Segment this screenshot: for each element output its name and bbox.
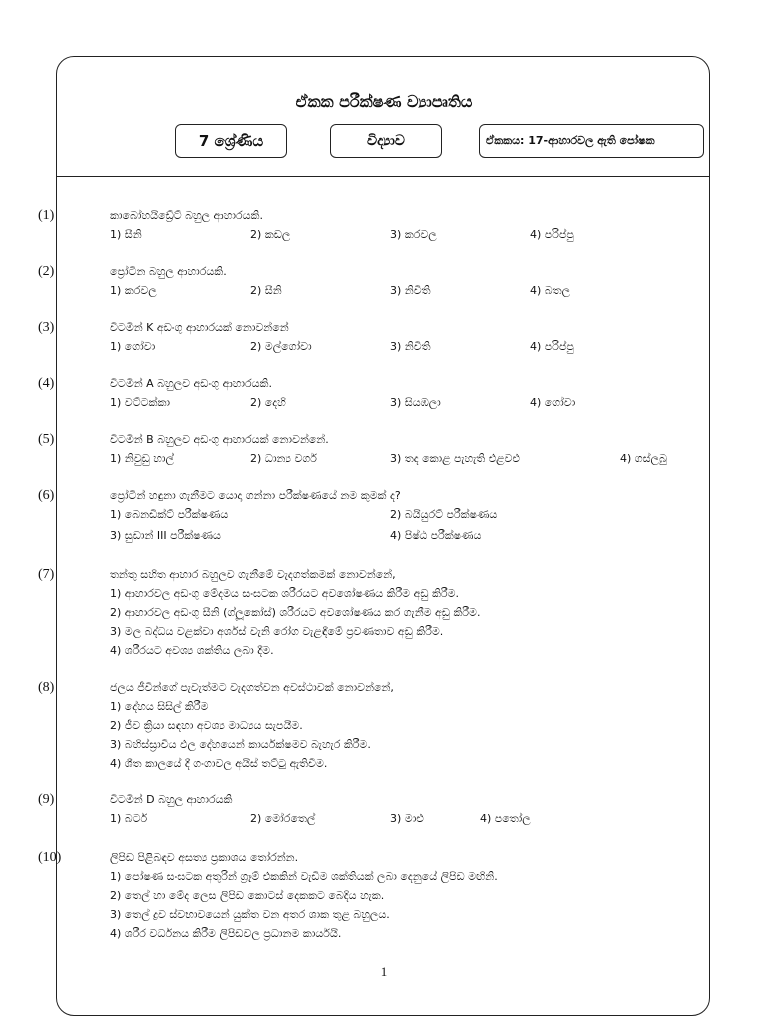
option-list: [110, 396, 710, 412]
option-2: 2) ධාන්‍ය වර්ග: [250, 452, 317, 465]
question-stem: ලිපිඩ පිළිබඳව අසත්‍ය ප්‍රකාශය තෝරන්න.: [110, 851, 299, 864]
option-1: 1) දේහය සිසිල් කිරීම: [110, 700, 209, 713]
question-number: (7): [38, 567, 55, 582]
unit-box: ඒකකය: 17-ආහාරවල ඇති පෝෂක: [479, 124, 704, 158]
question-number: (4): [38, 376, 55, 391]
question-stem: විටමින් A බහුලව අඩංගු ආහාරයකි.: [110, 377, 272, 390]
option-2: 2) සීනි: [250, 284, 282, 297]
option-3: 3) මල බද්ධය වළක්වා අර්ශස් වැනි රෝග වැළඳීමේ ප්‍රවණතාව අඩු කිරීම.: [110, 625, 444, 638]
option-list: [110, 700, 710, 776]
question-stem: විටමින් D බහුල ආහාරයකි: [110, 793, 233, 806]
question-number: (10): [38, 850, 62, 865]
option-4: 4) ශීත කාලයේ දී ගංගාවල අයිස් තට්ටු ඇතිවීම.: [110, 757, 328, 770]
option-list: [110, 228, 710, 244]
option-1: 1) බෙනඩික්ට් පරීක්ෂණය: [110, 508, 229, 521]
question-stem: විටමින් K අඩංගු ආහාරයක් නොවන්නේ: [110, 321, 289, 334]
option-3: 3) නිවිති: [390, 284, 431, 297]
option-list: [110, 284, 710, 300]
option-list: [110, 870, 710, 946]
option-2: 2) කඩල: [250, 228, 291, 241]
option-1: 1) සීනි: [110, 228, 142, 241]
option-1: 1) වට්ටක්කා: [110, 396, 170, 409]
option-4: 4) ශරීරයට අවශ්‍ය ශක්තිය ලබා දීම.: [110, 644, 274, 657]
option-4: 4) පිෂ්ඨ පරීක්ෂණය: [390, 529, 482, 542]
question-number: (9): [38, 792, 55, 807]
option-4: 4) ගෝවා: [530, 396, 576, 409]
option-1: 1) ගෝවා: [110, 340, 156, 353]
option-4: 4) පතෝල: [480, 812, 531, 825]
page-title: ඒකක පරීක්ෂණ ව්‍යාපෘතිය: [295, 92, 473, 111]
question-number: (3): [38, 320, 55, 335]
option-2: 2) ජීව ක්‍රියා සඳහා අවශ්‍ය මාධ්‍යය සැපයීම.: [110, 719, 303, 732]
question-stem: ජලය ජීවීන්ගේ පැවැත්මට වැදගත්වන අවස්ථාවක් නොවන්නේ,: [110, 681, 394, 694]
option-3: 3) සුඩාන් III පරීක්ෂණය: [110, 529, 221, 542]
option-list: [110, 529, 710, 545]
question-number: (6): [38, 488, 55, 503]
option-3: 3) සියඹලා: [390, 396, 441, 409]
question-stem: කාබෝහයිඩ්‍රේට් බහුල ආහාරයකි.: [110, 209, 263, 222]
option-list: [110, 508, 710, 524]
option-2: 2) බයියුරට් පරීක්ෂණය: [390, 508, 498, 521]
option-3: 3) බහිස්ස්‍රාවීය ඵල දේහයෙන් කාර්යක්ෂමව බැහැර කිරීම.: [110, 738, 371, 751]
question-number: (2): [38, 264, 55, 279]
option-1: 1) පෝෂණ සංඝටක අතුරින් ග්‍රෑම් එකකින් වැඩිම ශක්තියක් ලබා දෙනුයේ ලිපිඩ මඟිනි.: [110, 870, 498, 883]
option-2: 2) ආහාරවල අඩංගු සීනි (ග්ලූකෝස්) ශරීරයට අවශෝෂණය කර ගැනීම අඩු කිරීම.: [110, 606, 481, 619]
option-2: 2) මල්ගෝවා: [250, 340, 312, 353]
subject-box: විද්‍යාව: [330, 124, 442, 158]
option-3: 3) කරවල: [390, 228, 437, 241]
option-2: 2) දෙහි: [250, 396, 286, 409]
option-list: [110, 812, 710, 828]
option-list: [110, 340, 710, 356]
option-3: 3) නිවිති: [390, 340, 431, 353]
option-1: 1) කරවල: [110, 284, 157, 297]
option-2: 2) මෝරතෙල්: [250, 812, 316, 825]
option-1: 1) ආහාරවල අඩංගු මේදමය සංඝටක ශරීරයට අවශෝෂණය කිරීම අඩු කිරීම.: [110, 587, 459, 600]
header-divider: [56, 176, 710, 177]
option-3: 3) තෙල් ද්‍රව ස්වභාවයෙන් යුක්ත වන අතර ශාක තුළ බහුලය.: [110, 908, 390, 921]
option-4: 4) පරිප්පු: [530, 340, 574, 353]
question-number: (5): [38, 432, 55, 447]
question-stem: තන්තු සහිත ආහාර බහුලව ගැනීමේ වැදගත්කමක් නොවන්නේ,: [110, 568, 396, 581]
question-stem: ප්‍රෝටීන බහුල ආහාරයකි.: [110, 265, 227, 278]
grade-box: 7 ශ්‍රේණිය: [175, 124, 287, 158]
option-4: 4) පරිප්පු: [530, 228, 574, 241]
option-list: [110, 587, 710, 663]
question-stem: විටමින් B බහුලව අඩංගු ආහාරයක් නොවන්නේ.: [110, 433, 329, 446]
option-3: 3) මාළු: [390, 812, 424, 825]
option-4: 4) ගස්ලබු: [620, 452, 667, 465]
question-number: (1): [38, 208, 55, 223]
option-4: 4) ශරීර වර්ධනය කිරීම ලිපිඩවල ප්‍රධානම කාර්යයි.: [110, 927, 342, 940]
option-1: 1) බටර්: [110, 812, 148, 825]
option-list: [110, 452, 710, 468]
question-stem: ප්‍රෝටීන් හඳුනා ගැනීමට යොදා ගන්නා පරීක්ෂණයේ නම කුමක් ද?: [110, 489, 401, 502]
question-number: (8): [38, 680, 55, 695]
option-3: 3) තද කොළ පැහැති එළවළු: [390, 452, 520, 465]
option-4: 4) බතල: [530, 284, 570, 297]
page-number: 1: [380, 964, 388, 979]
option-1: 1) නිවුඩු හාල්: [110, 452, 174, 465]
option-2: 2) තෙල් හා මේද ලෙස ලිපිඩ කොටස් දෙකකට බෙදිය හැක.: [110, 889, 385, 902]
